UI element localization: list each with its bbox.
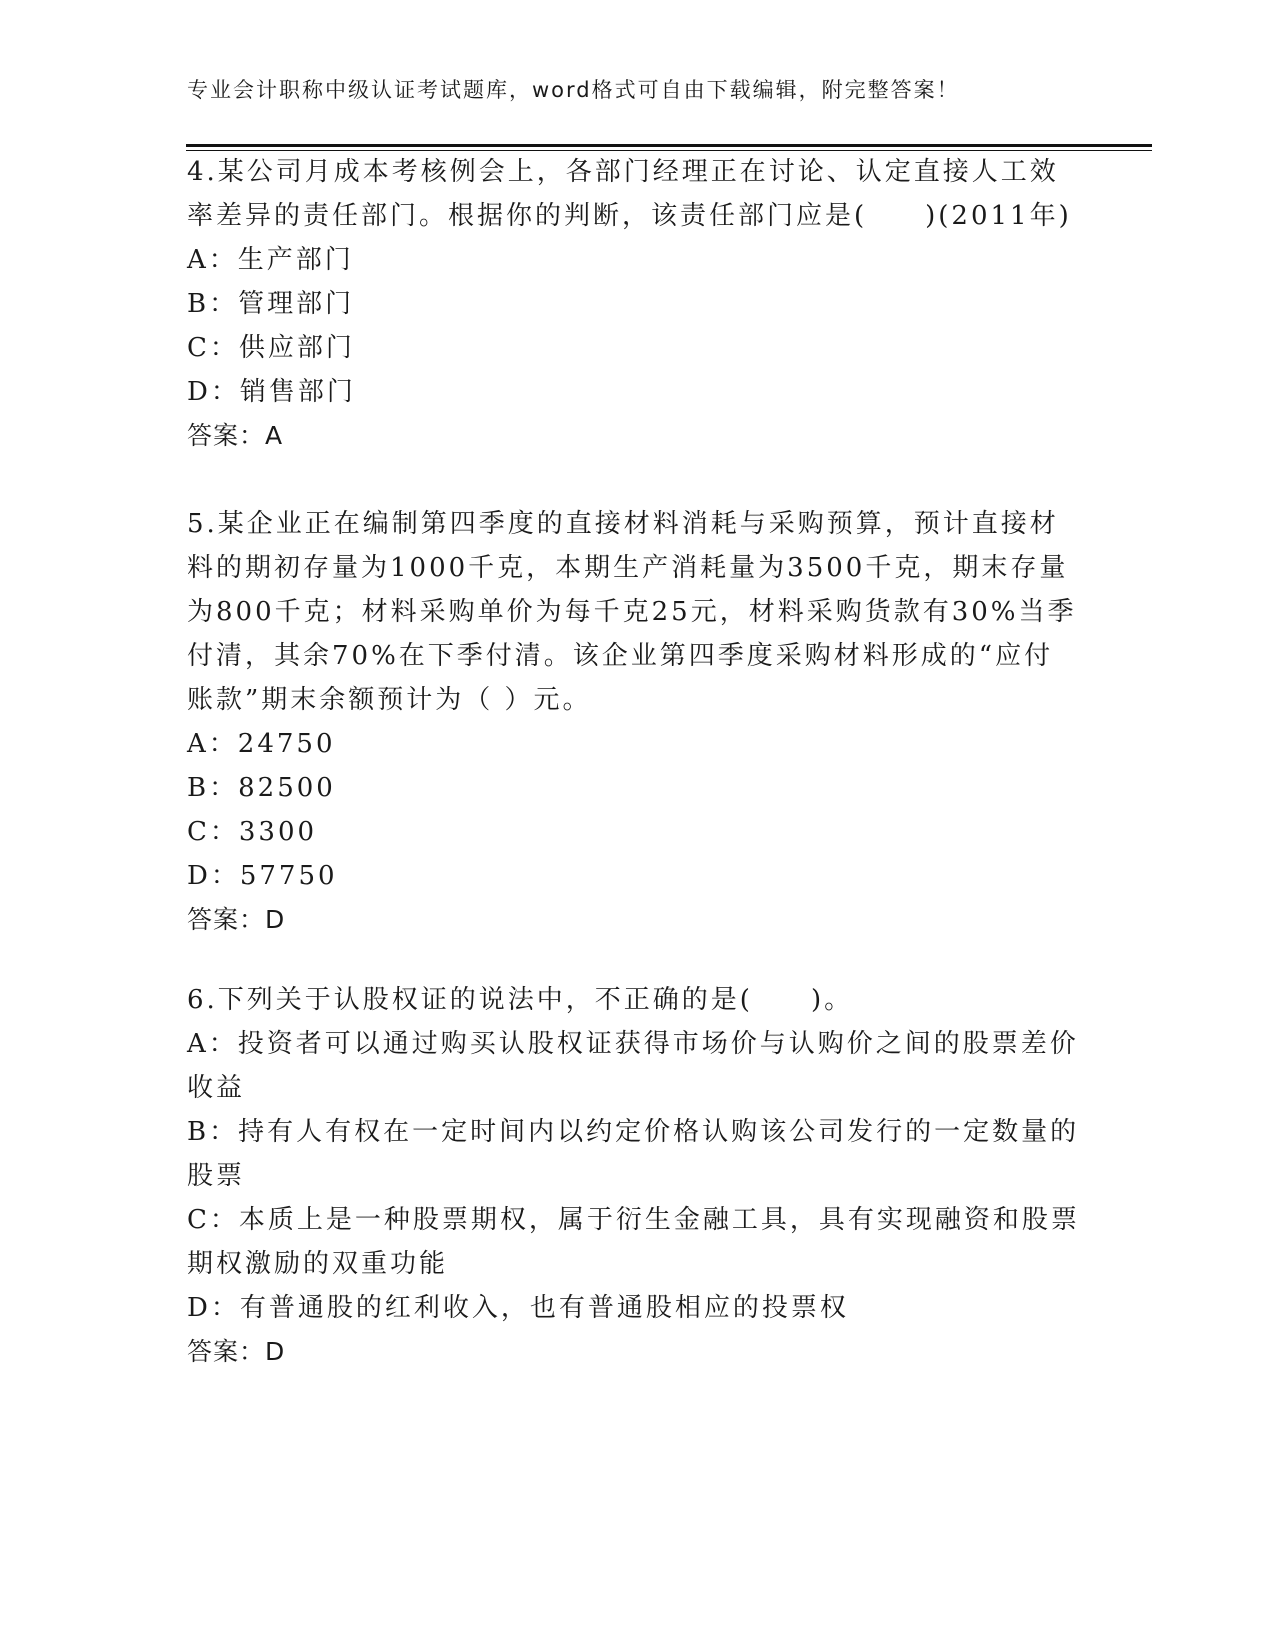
option-c: C：本质上是一种股票期权，属于衍生金融工具，具有实现融资和股票 xyxy=(187,1205,1080,1235)
question-stem-line: 6.下列关于认股权证的说法中，不正确的是( )。 xyxy=(187,985,854,1015)
option-a-continuation: 收益 xyxy=(187,1073,246,1103)
question-stem-line: 4.某公司月成本考核例会上，各部门经理正在讨论、认定直接人工效 xyxy=(187,157,1059,187)
option-b: B：管理部门 xyxy=(187,289,355,319)
question-stem-line: 率差异的责任部门。根据你的判断，该责任部门应是( )(2011年) xyxy=(187,201,1072,231)
option-b-continuation: 股票 xyxy=(187,1161,246,1191)
question-stem-line: 为800千克；材料采购单价为每千克25元，材料采购货款有30%当季 xyxy=(187,597,1077,627)
header-divider-thin xyxy=(186,150,1152,151)
question-stem-line: 账款”期末余额预计为（ ）元。 xyxy=(187,685,592,715)
option-d: D：销售部门 xyxy=(187,377,356,407)
option-a: A：投资者可以通过购买认股权证获得市场价与认购价之间的股票差价 xyxy=(187,1029,1079,1059)
question-stem-line: 5.某企业正在编制第四季度的直接材料消耗与采购预算，预计直接材 xyxy=(187,509,1059,539)
question-stem-line: 付清，其余70%在下季付清。该企业第四季度采购材料形成的“应付 xyxy=(187,641,1054,671)
answer-label: 答案：D xyxy=(187,1337,286,1366)
option-b: B：持有人有权在一定时间内以约定价格认购该公司发行的一定数量的 xyxy=(187,1117,1080,1147)
question-stem-line: 料的期初存量为1000千克，本期生产消耗量为3500千克，期末存量 xyxy=(187,553,1069,583)
answer-label: 答案：D xyxy=(187,905,286,934)
option-b: B：82500 xyxy=(187,773,336,803)
header-divider-thick xyxy=(186,144,1152,147)
option-a: A：生产部门 xyxy=(187,245,354,275)
option-a: A：24750 xyxy=(187,729,336,759)
option-d: D：有普通股的红利收入，也有普通股相应的投票权 xyxy=(187,1293,849,1323)
option-c-continuation: 期权激励的双重功能 xyxy=(187,1249,449,1279)
answer-label: 答案：A xyxy=(187,421,284,450)
option-c: C：供应部门 xyxy=(187,333,355,363)
page-header-text: 专业会计职称中级认证考试题库，word格式可自由下载编辑，附完整答案！ xyxy=(187,78,960,102)
option-c: C：3300 xyxy=(187,817,318,847)
option-d: D：57750 xyxy=(187,861,338,891)
